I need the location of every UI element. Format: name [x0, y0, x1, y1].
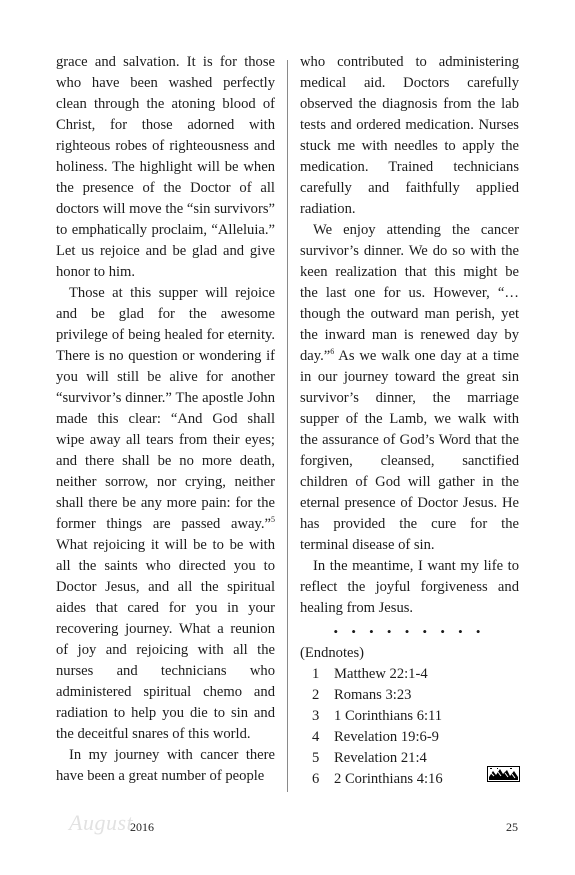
decorative-stamp-icon [487, 766, 520, 782]
endnote-number: 1 [312, 666, 320, 682]
section-separator: • • • • • • • • • [333, 624, 486, 639]
left-column [56, 52, 275, 787]
page-number: 25 [506, 820, 518, 834]
endnote-number: 2 [312, 687, 320, 703]
endnote-item [312, 706, 519, 727]
endnote-item [312, 664, 519, 685]
endnote-item [312, 685, 519, 706]
endnote-number: 5 [312, 750, 320, 766]
endnotes-title: (Endnotes) [300, 645, 365, 661]
paragraph: In the meantime, I want my life to reflect the joyful forgiveness and healing from Jesus. [300, 558, 519, 616]
paragraph [300, 220, 519, 556]
endnote-ref: 6 [330, 347, 335, 357]
endnote-reference: Romans 3:23 [334, 687, 412, 703]
endnote-number: 6 [312, 771, 320, 787]
footer-year: 2016 [130, 820, 154, 834]
right-column [300, 52, 519, 790]
paragraph: who contributed to administering medical aid. Doctors carefully observed the diagnosis from the lab tests and ordered medication. Nurses stuck me with needles to apply the medication. Trained technicians carefully and faithfully applied radiation. [300, 54, 519, 217]
endnote-item [312, 727, 519, 748]
paragraph [56, 283, 275, 745]
footer-month: August [69, 810, 134, 835]
paragraph: In my journey with cancer there have been a great number of people [56, 747, 275, 784]
endnote-reference: 2 Corinthians 4:16 [334, 771, 443, 787]
endnote-number: 4 [312, 729, 320, 745]
endnote-reference: Revelation 19:6-9 [334, 729, 439, 745]
endnote-ref: 5 [271, 515, 275, 525]
endnote-number: 3 [312, 708, 320, 724]
paragraph-text: We enjoy attending the cancer survivor’s dinner. We do so with the keen realization that this might be the last one for us. However, “… though the outward man perish, yet the inward man is renewed day by day.” [300, 222, 519, 364]
column-divider [287, 60, 288, 792]
endnote-reference: 1 Corinthians 6:11 [334, 708, 443, 724]
paragraph: grace and salvation. It is for those who have been washed perfectly clean through the atoning blood of Christ, for those adorned with righteous robes of righteousness and holiness. The highlight will be when the presence of the Doctor of all doctors will move the “sin survivors” to emphatically proclaim, “Alleluia.” Let us rejoice and be glad and give honor to him. [56, 54, 275, 280]
endnote-reference: Matthew 22:1-4 [334, 666, 428, 682]
paragraph-text: Those at this supper will rejoice and be glad for the awesome privilege of being healed for eternity. There is no question or wondering if you will still be alive for another “survivor’s dinner.” The apostle John made this clear: “And God shall wipe away all tears from their eyes; and there shall be no more death, neither sorrow, nor crying, neither shall there be any more pain: for the former things are passed away.” [56, 285, 275, 532]
endnote-reference: Revelation 21:4 [334, 750, 427, 766]
paragraph-text: As we walk one day at a time in our journey toward the great sin survivor’s dinner, the marriage supper of the Lamb, we walk with the assurance of God’s Word that the forgiven, cleansed, sanctified children of God will gather in the eternal presence of Doctor Jesus. He has provided the cure for the terminal disease of sin. [300, 348, 519, 553]
paragraph-text: What rejoicing it will be to be with all the saints who directed you to Doctor Jesus, and all the spiritual aides that cared for you in your recovering journey. What a reunion of joy and rejoicing with all the nurses and technicians who administered spiritual chemo and radiation to help you die to sin and the deceitful snares of this world. [56, 537, 275, 742]
